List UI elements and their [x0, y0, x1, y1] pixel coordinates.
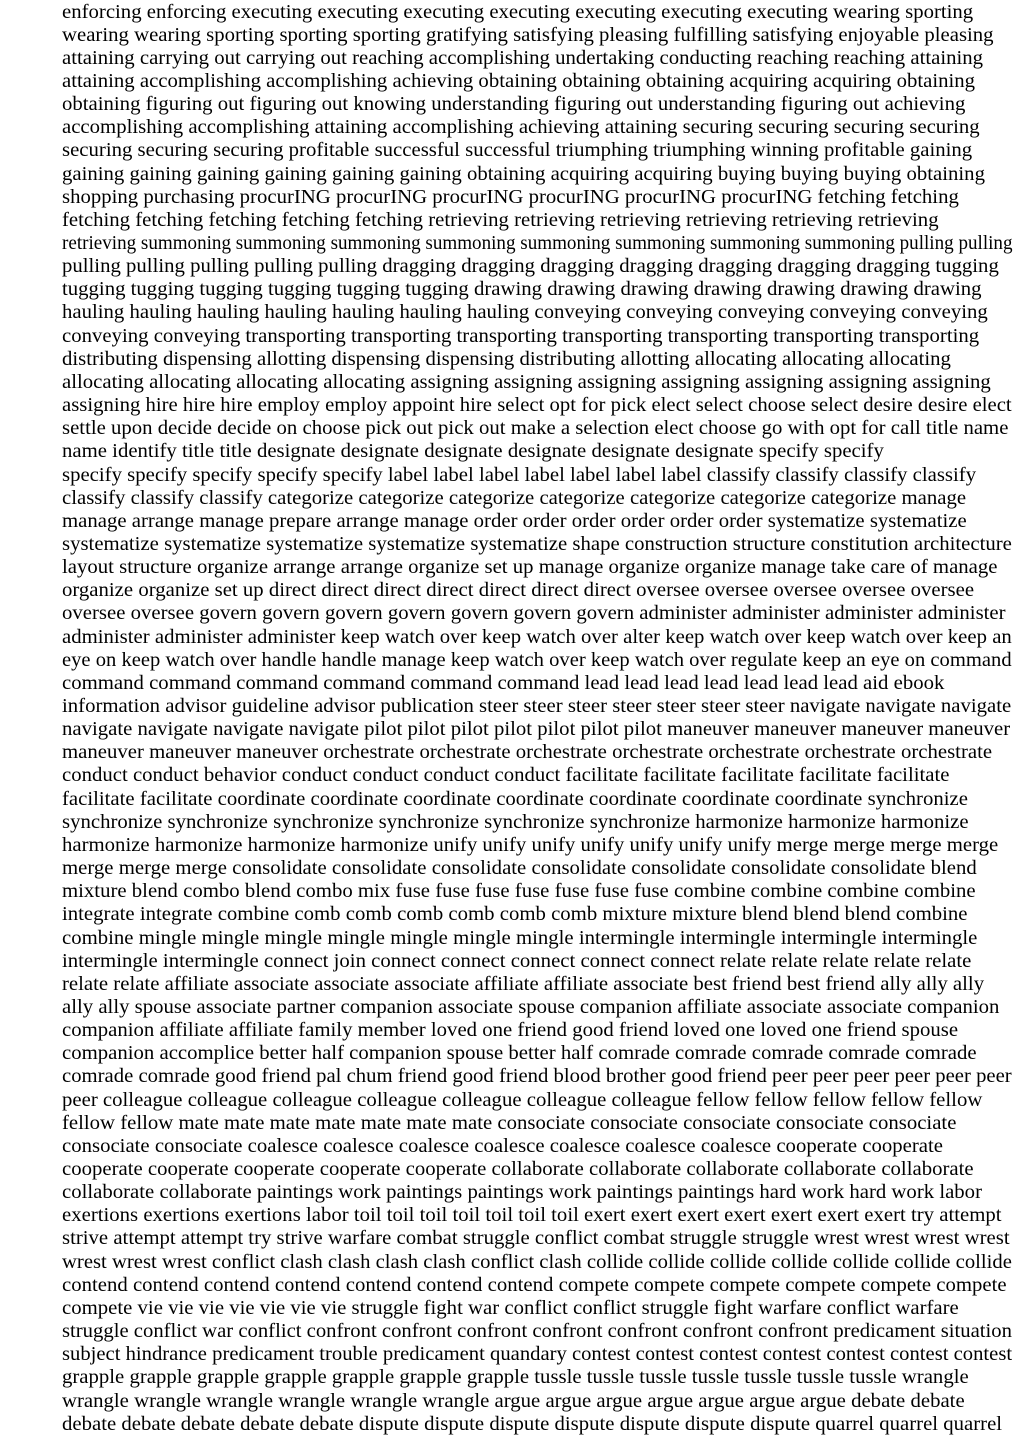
text-line: relate relate affiliate associate associate associate affiliate affiliate associate best friend best friend ally ally ally: [62, 973, 985, 995]
text-line: intermingle intermingle connect join connect connect connect connect connect relate relate relate relate relate: [62, 950, 972, 972]
text-line: subject hindrance predicament trouble predicament quandary contest contest contest contest contest contest contest: [62, 1344, 1013, 1366]
text-line: manage arrange manage prepare arrange manage order order order order order order systematize systematize: [62, 510, 967, 532]
text-line: retrieving summoning summoning summoning summoning summoning summoning summoning summoning pulling pulling: [62, 233, 1013, 254]
text-line: attaining accomplishing accomplishing achieving obtaining obtaining obtaining acquiring acquiring obtaining: [62, 70, 976, 92]
document-page: [62, 0, 1024, 1446]
text-line: name identify title title designate designate designate designate designate designate specify specify: [62, 441, 884, 463]
text-line: companion affiliate affiliate family member loved one friend good friend loved one loved one friend spouse: [62, 1020, 959, 1042]
text-line: cooperate cooperate cooperate cooperate cooperate collaborate collaborate collaborate collaborate collaborate: [62, 1159, 974, 1180]
text-line: ally ally spouse associate partner companion associate spouse companion affiliate associate associate companion: [62, 996, 1000, 1018]
text-line: comrade comrade good friend pal chum friend good friend blood brother good friend peer peer peer peer peer peer: [62, 1066, 1012, 1088]
text-line: allocating allocating allocating allocating assigning assigning assigning assigning assigning assigning assigning: [62, 371, 991, 393]
text-line: contend contend contend contend contend contend contend compete compete compete compete compete compete: [62, 1274, 1007, 1296]
text-line: harmonize harmonize harmonize harmonize unify unify unify unify unify unify unify merge merge merge merge: [62, 834, 999, 856]
text-line: maneuver maneuver maneuver orchestrate orchestrate orchestrate orchestrate orchestrate orchestrate orchestrate: [62, 742, 993, 764]
text-line: enforcing enforcing executing executing executing executing executing executing executing wearing sporting: [62, 1, 974, 23]
text-line: grapple grapple grapple grapple grapple grapple grapple tussle tussle tussle tussle tussle tussle tussle wrangle: [62, 1367, 969, 1389]
text-line: integrate integrate combine comb comb comb comb comb comb mixture mixture blend blend blend combine: [62, 904, 968, 926]
text-line: conduct conduct behavior conduct conduct conduct conduct facilitate facilitate facilitate facilitate facilitate: [62, 765, 950, 787]
text-line: conveying conveying transporting transporting transporting transporting transporting transporting transporting: [62, 325, 980, 347]
text-line: struggle conflict war conflict confront confront confront confront confront confront confront predicament situation: [62, 1321, 1012, 1343]
text-line: specify specify specify specify specify label label label label label label label classify classify classify classify: [62, 464, 977, 486]
text-line: shopping purchasing procurING procurING procurING procurING procurING procurING fetching fetching: [62, 186, 959, 208]
text-line: systematize systematize systematize systematize systematize shape construction structure constitution architecture: [62, 533, 1012, 555]
text-line: merge merge merge consolidate consolidate consolidate consolidate consolidate consolidate consolidate blend: [62, 858, 977, 880]
text-line: collaborate collaborate paintings work paintings paintings work paintings paintings hard work hard work labor: [62, 1182, 982, 1204]
text-line: organize organize set up direct direct direct direct direct direct direct oversee oversee oversee oversee oversee: [62, 580, 975, 602]
text-line: tugging tugging tugging tugging tugging tugging drawing drawing drawing drawing drawing drawing drawing: [62, 279, 982, 301]
text-line: obtaining figuring out figuring out knowing understanding figuring out understanding figuring out achieving: [62, 94, 966, 116]
text-line: gaining gaining gaining gaining gaining gaining obtaining acquiring acquiring buying buying buying obtaining: [62, 163, 985, 185]
text-line: synchronize synchronize synchronize synchronize synchronize synchronize harmonize harmonize harmonize: [62, 811, 969, 833]
text-line: facilitate facilitate coordinate coordinate coordinate coordinate coordinate coordinate coordinate synchronize: [62, 788, 968, 810]
text-line: companion accomplice better half companion spouse better half comrade comrade comrade comrade comrade: [62, 1043, 977, 1065]
text-line: command command command command command command lead lead lead lead lead lead lead aid ebook: [62, 672, 945, 694]
text-line: navigate navigate navigate navigate pilot pilot pilot pilot pilot pilot pilot maneuver maneuver maneuver maneuver: [62, 719, 1011, 741]
text-line: attaining carrying out carrying out reaching accomplishing undertaking conducting reaching reaching attaining: [62, 47, 984, 69]
text-line: debate debate debate debate debate dispute dispute dispute dispute dispute dispute dispute quarrel quarrel quarrel: [62, 1413, 1003, 1435]
text-line: wrest wrest wrest conflict clash clash clash clash conflict clash collide collide collide collide collide collide collide: [62, 1251, 1012, 1273]
text-line: exertions exertions exertions labor toil toil toil toil toil toil toil exert exert exert exert exert exert exert try attempt: [62, 1205, 1002, 1227]
text-line: fetching fetching fetching fetching fetching retrieving retrieving retrieving retrieving retrieving retrieving: [62, 209, 939, 231]
text-line: settle upon decide decide on choose pick out pick out make a selection elect choose go with opt for call title name: [62, 418, 1009, 440]
text-line: wrangle wrangle wrangle wrangle wrangle wrangle argue argue argue argue argue argue argue debate debate: [62, 1390, 965, 1412]
text-line: accomplishing accomplishing attaining accomplishing achieving attaining securing securing securing securing: [62, 117, 980, 139]
text-line: mixture blend combo blend combo mix fuse fuse fuse fuse fuse fuse fuse combine combine combine combine: [62, 881, 976, 903]
text-line: assigning hire hire hire employ employ appoint hire select opt for pick elect select choose select desire desire elect: [62, 395, 1012, 417]
text-line: pulling pulling pulling pulling pulling dragging dragging dragging dragging dragging dragging dragging tugging: [62, 256, 999, 278]
text-line: hauling hauling hauling hauling hauling hauling hauling conveying conveying conveying conveying conveying: [62, 302, 988, 324]
text-line: information advisor guideline advisor publication steer steer steer steer steer steer steer navigate navigate navigate: [62, 696, 1012, 717]
text-line: layout structure organize arrange arrange organize set up manage organize organize manage take care of manage: [62, 557, 998, 579]
text-line: consociate consociate coalesce coalesce coalesce coalesce coalesce coalesce coalesce cooperate cooperate: [62, 1135, 943, 1157]
text-line: oversee oversee govern govern govern govern govern govern govern administer administer administer administer: [62, 603, 1006, 625]
text-line: fellow fellow mate mate mate mate mate mate mate consociate consociate consociate consociate consociate: [62, 1112, 957, 1134]
text-line: classify classify classify categorize categorize categorize categorize categorize categorize categorize manage: [62, 487, 967, 509]
text-line: securing securing securing profitable successful successful triumphing triumphing winning profitable gaining: [62, 140, 973, 162]
text-line: administer administer administer keep watch over keep watch over alter keep watch over keep watch over keep an: [62, 626, 1012, 648]
text-line: wearing wearing sporting sporting sporting gratifying satisfying pleasing fulfilling satisfying enjoyable pleasing: [62, 24, 994, 46]
text-line: eye on keep watch over handle handle manage keep watch over keep watch over regulate keep an eye on command: [62, 649, 1012, 671]
text-line: strive attempt attempt try strive warfare combat struggle conflict combat struggle struggle wrest wrest wrest wrest: [62, 1228, 1010, 1250]
text-line: compete vie vie vie vie vie vie vie struggle fight war conflict conflict struggle fight warfare conflict warfare: [62, 1297, 959, 1319]
text-line: peer colleague colleague colleague colleague colleague colleague colleague fellow fellow fellow fellow fellow: [62, 1089, 983, 1111]
text-line: distributing dispensing allotting dispensing dispensing distributing allotting allocating allocating allocating: [62, 348, 951, 370]
text-line: combine mingle mingle mingle mingle mingle mingle mingle intermingle intermingle intermingle intermingle: [62, 927, 978, 949]
